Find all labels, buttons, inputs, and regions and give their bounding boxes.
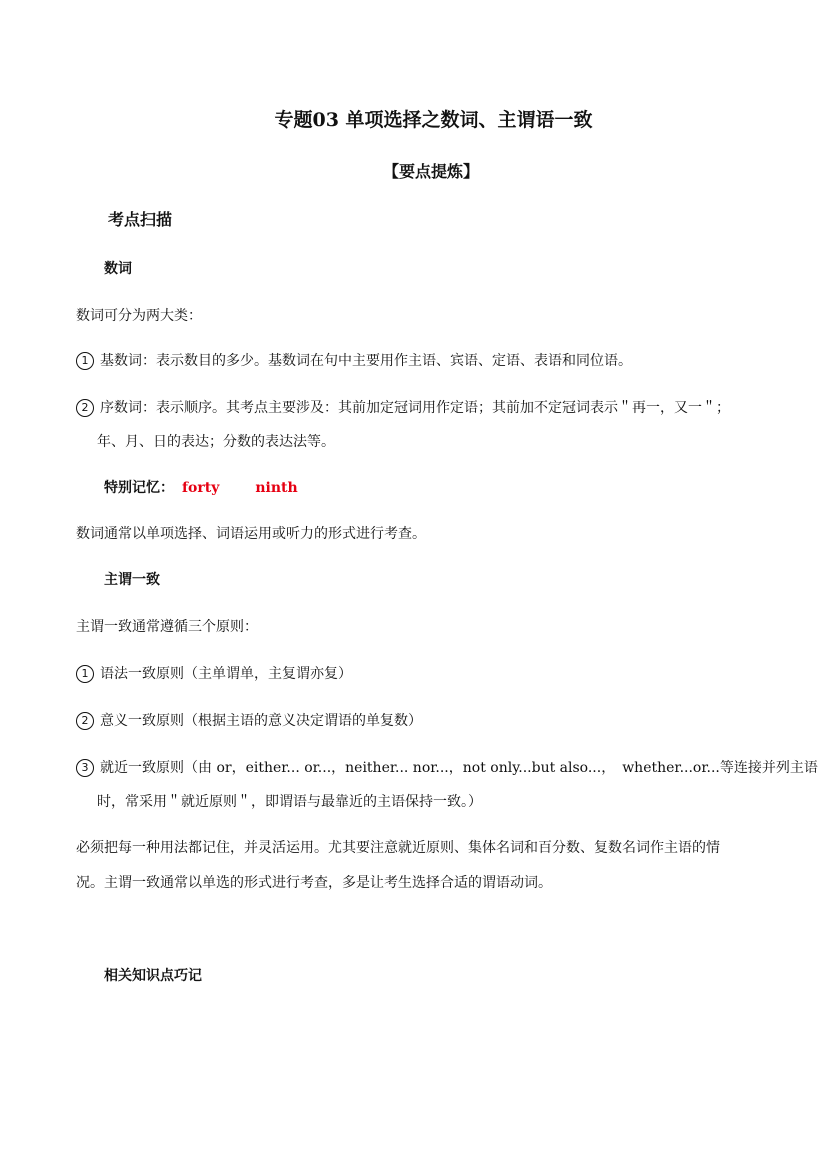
agreement-note-line-2: 况。主谓一致通常以单选的形式进行考查，多是让考生选择合适的谓语动词。 [76,875,552,891]
circled-number: 2 [76,712,94,730]
agreement-item-2 [76,711,422,731]
numeral-item-text: 基数词：表示数目的多少。基数词在句中主要用作主语、宾语、定语、表语和同位语。 [100,353,632,369]
agreement-note-line-1: 必须把每一种用法都记住，并灵活运用。尤其要注意就近原则、集体名词和百分数、复数名词作主语的情 [76,840,720,856]
memory-word-ninth: ninth [255,480,298,496]
page-subtitle: 【要点提炼】 [382,162,479,181]
section-heading: 考点扫描 [108,210,173,229]
numeral-item-2-continuation: 年、月、日的表达；分数的表达法等。 [97,434,335,450]
circled-number: 2 [76,399,94,417]
agreement-item-text: 就近一致原则（由 or，either... or...，neither... nor...，not only...but also...， whether...or...等连接并列主语 [100,760,818,776]
circled-number: 1 [76,665,94,683]
agreement-item-text: 意义一致原则（根据主语的意义决定谓语的单复数） [100,713,422,729]
related-heading: 相关知识点巧记 [104,968,202,984]
memory-word-forty: forty [182,480,220,496]
agreement-intro: 主谓一致通常遵循三个原则： [76,619,258,635]
numeral-intro: 数词可分为两大类： [76,308,202,324]
agreement-item-text: 语法一致原则（主单谓单，主复谓亦复） [100,666,352,682]
numeral-note: 数词通常以单项选择、词语运用或听力的形式进行考查。 [76,526,426,542]
special-memory [104,478,298,498]
numeral-heading: 数词 [104,261,132,277]
circled-number: 3 [76,759,94,777]
agreement-item-1 [76,664,352,684]
numeral-item-text: 序数词：表示顺序。其考点主要涉及：其前加定冠词用作定语；其前加不定冠词表示＂再一，又一＂； [100,400,730,416]
page-title: 专题03 单项选择之数词、主谓语一致 [274,109,593,131]
circled-number: 1 [76,352,94,370]
agreement-heading: 主谓一致 [104,572,160,588]
special-memory-label: 特别记忆： [104,480,174,496]
agreement-item-3-continuation: 时，常采用＂就近原则＂，即谓语与最靠近的主语保持一致。） [97,794,482,810]
agreement-item-3 [76,758,818,778]
numeral-item-2 [76,398,730,418]
numeral-item-1 [76,351,632,371]
